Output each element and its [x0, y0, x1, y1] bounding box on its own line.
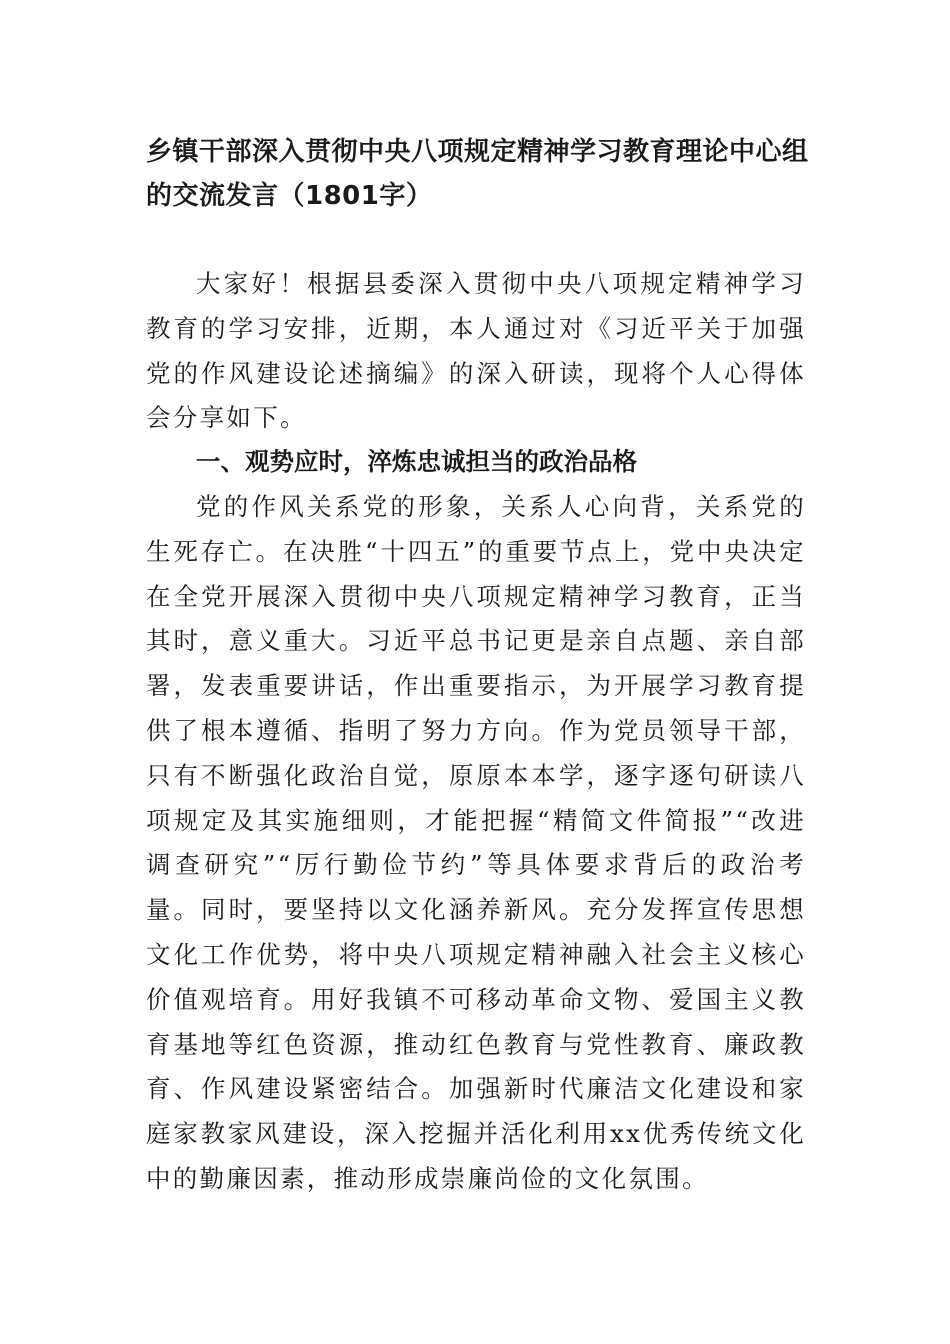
- intro-paragraph: 大家好！根据县委深入贯彻中央八项规定精神学习教育的学习安排，近期，本人通过对《习近平关于加强党的作风建设论述摘编》的深入研读，现将个人心得体会分享如下。: [146, 269, 806, 433]
- section-heading: 一、观势应时，淬炼忠诚担当的政治品格: [196, 447, 637, 476]
- document-title: 乡镇干部深入贯彻中央八项规定精神学习教育理论中心组的交流发言（1801字）: [146, 137, 809, 211]
- section-paragraph: 党的作风关系党的形象，关系人心向背，关系党的生死存亡。在决胜“十四五”的重要节点上，党中央决定在全党开展深入贯彻中央八项规定精神学习教育，正当其时，意义重大。习近平总书记更是亲自点题、亲自部署，发表重要讲话，作出重要指示，为开展学习教育提供了根本遵循、指明了努力方向。作为党员领导干部，只有不断强化政治自觉，原原本本学，逐字逐句研读八项规定及其实施细则，才能把握“精简文件简报”“改进调查研究”“厉行勤俭节约”等具体要求背后的政治考量。同时，要坚持以文化涵养新风。充分发挥宣传思想文化工作优势，将中央八项规定精神融入社会主义核心价值观培育。用好我镇不可移动革命文物、爱国主义教育基地等红色资源，推动红色教育与党性教育、廉政教育、作风建设紧密结合。加强新时代廉洁文化建设和家庭家教家风建设，深入挖掘并活化利用xx优秀传统文化中的勤廉因素，推动形成崇廉尚俭的文化氛围。: [146, 492, 806, 1193]
